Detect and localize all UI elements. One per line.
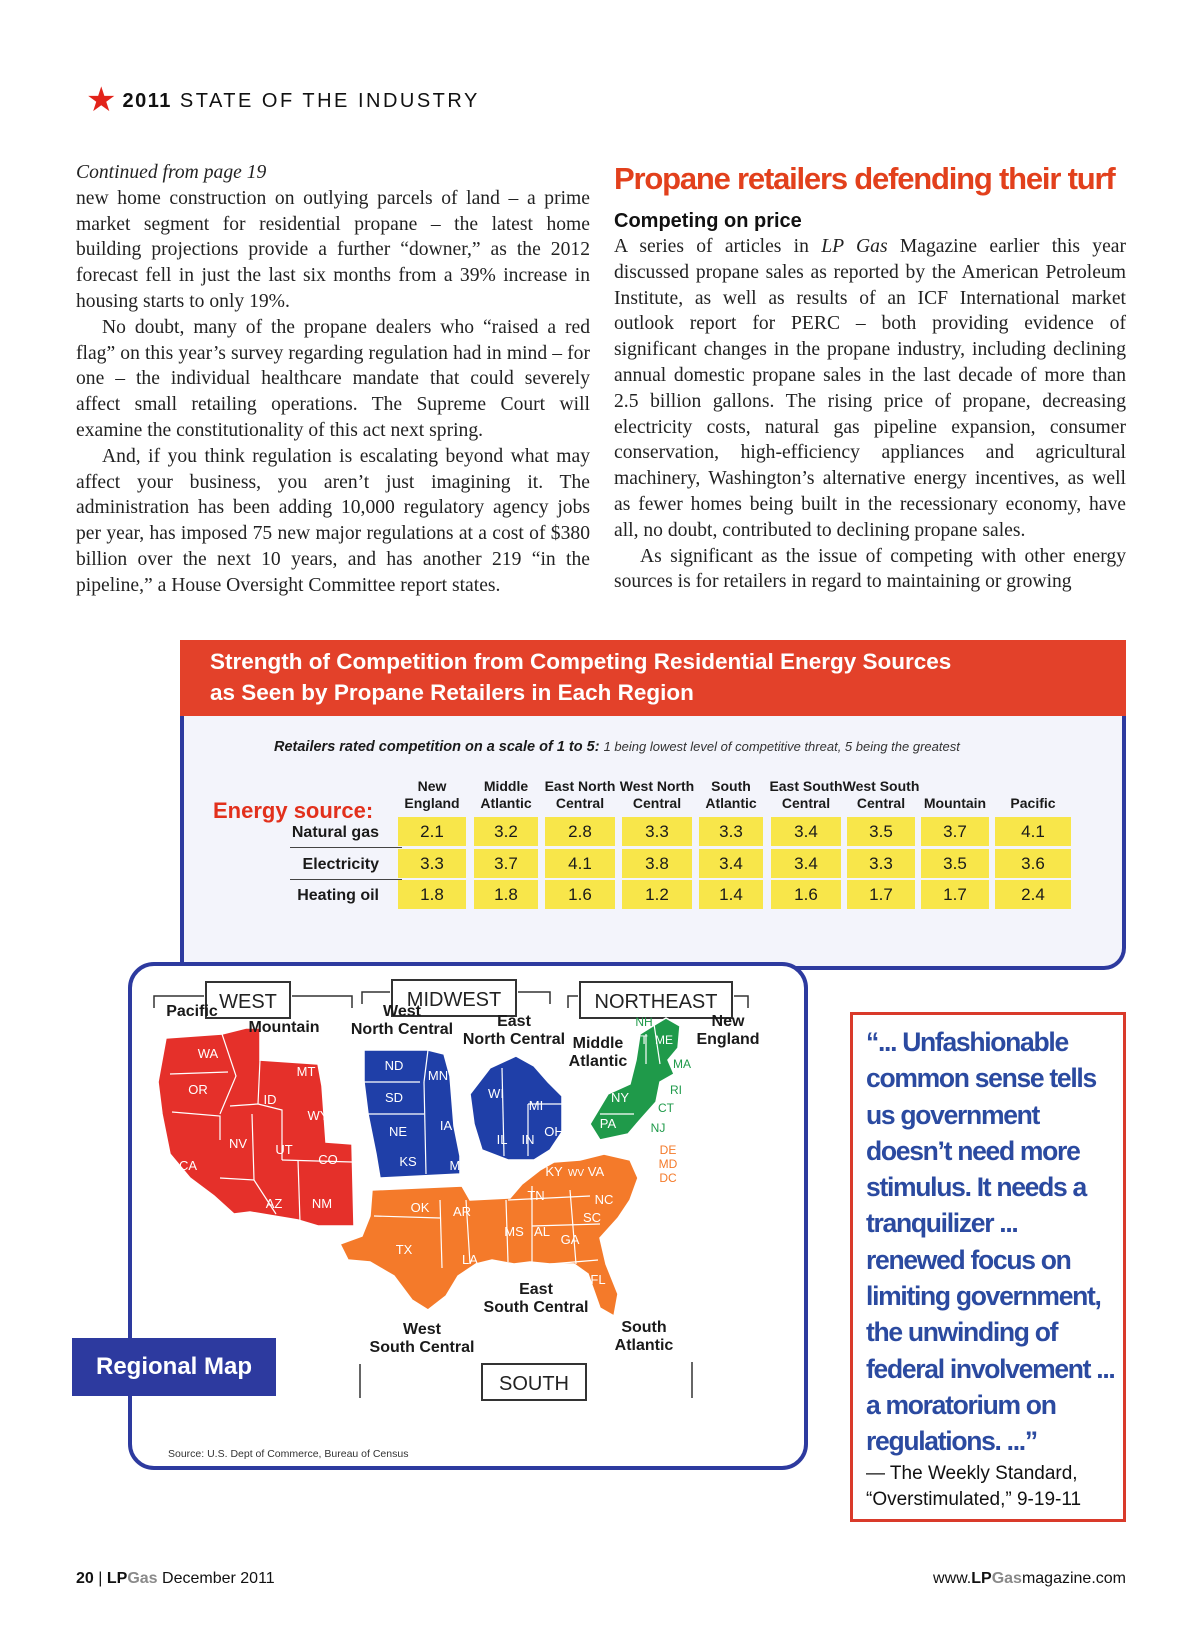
right-column — [614, 160, 1126, 595]
issue-date: December 2011 — [162, 1570, 275, 1587]
energy-source-row-label: Natural gas — [291, 824, 379, 841]
svg-text:NV: NV — [228, 1136, 248, 1151]
svg-text:North Central: North Central — [350, 1021, 454, 1038]
rating-cell: 3.3 — [398, 849, 466, 878]
region-header: Pacific — [1010, 795, 1056, 811]
svg-text:DE: DE — [659, 1143, 677, 1157]
rating-cell: 3.5 — [921, 849, 989, 878]
svg-text:MT: MT — [296, 1064, 316, 1079]
west-states — [158, 1028, 354, 1226]
svg-text:CT: CT — [658, 1101, 674, 1115]
rating-cell: 2.4 — [995, 880, 1071, 909]
svg-text:New: New — [711, 1013, 745, 1030]
scale-note-italic: 1 being lowest level of competitive threat, 5 being the greatest — [603, 739, 960, 754]
west-region-box — [206, 982, 290, 1018]
svg-text:AZ: AZ — [265, 1196, 283, 1211]
svg-text:MA: MA — [673, 1057, 691, 1071]
rating-cell: 3.8 — [622, 849, 692, 878]
figure-source: Source: U.S. Dept of Commerce, Bureau of Census — [168, 1448, 409, 1460]
footer-separator: | — [98, 1570, 103, 1587]
star-icon: ★ — [86, 82, 117, 119]
right-paragraph-2: As significant as the issue of competing with other energy sources is for retailers in regard to maintaining or growing — [614, 545, 1126, 593]
header-kicker: STATE OF THE INDUSTRY — [179, 89, 480, 112]
row-divider — [290, 847, 402, 848]
svg-text:OK: OK — [410, 1200, 430, 1215]
logo-lp: LP — [106, 1570, 128, 1587]
svg-text:NJ: NJ — [650, 1121, 666, 1135]
svg-text:FL: FL — [590, 1272, 606, 1287]
svg-text:AL: AL — [534, 1224, 550, 1239]
svg-text:CO: CO — [318, 1152, 338, 1167]
midwest-states — [364, 1050, 564, 1178]
url-suffix: magazine.com — [1021, 1570, 1126, 1587]
right-paragraph-1-rest: Magazine earlier this year discussed propane sales as reported by the American Petroleum Institute, as well as results of an ICF International market outlook report for PERC – both providing evidence of significant changes in the propane industry, including declining annual domestic propane sales in the last decade of more than 2.5 billion gallons. The rising price of propane, decreasing electricity costs, natural gas pipeline expansion, consumer conservation, high-efficiency appliances and agricultural machinery, Washington’s alternative energy incentives, as well as fewer homes being built in the recessionary economy, have all, no doubt, contributed to declining propane sales. — [614, 236, 1127, 541]
svg-text:Pacific: Pacific — [166, 1003, 218, 1020]
svg-text:MO: MO — [449, 1158, 471, 1173]
rating-cell: 1.7 — [847, 880, 915, 909]
article-title: Propane retailers defending their turf — [614, 161, 1115, 196]
svg-text:Middle: Middle — [572, 1035, 624, 1052]
rating-cell: 2.8 — [545, 817, 615, 846]
url-prefix: www. — [933, 1570, 972, 1587]
south-region-box — [482, 1364, 586, 1400]
svg-text:WA: WA — [197, 1046, 219, 1061]
pull-quote-attribution — [866, 1461, 1116, 1513]
svg-text:DC: DC — [659, 1171, 677, 1185]
region-header: South Atlantic — [705, 778, 757, 811]
svg-text:MN: MN — [427, 1068, 449, 1083]
svg-text:NM: NM — [311, 1196, 333, 1211]
svg-text:KS: KS — [399, 1154, 417, 1169]
svg-text:IN: IN — [521, 1132, 535, 1147]
svg-text:VT: VT — [632, 1033, 648, 1047]
svg-text:TN: TN — [527, 1188, 545, 1203]
right-paragraph-1-start: A series of articles in — [614, 236, 822, 257]
footer-folio — [76, 1570, 275, 1588]
svg-text:WEST: WEST — [219, 991, 277, 1013]
scale-note-bold: Retailers rated competition on a scale of 1 to 5: — [274, 739, 600, 755]
svg-text:NORTHEAST: NORTHEAST — [594, 991, 718, 1013]
left-paragraph-1: new home construction on outlying parcels of land – a prime market segment for residential propane – the latest home building projections provide a further “downer,” as the 2012 forecast fell in just the last six months from a 39% increase in housing starts to only 19%. — [76, 187, 590, 312]
svg-text:UT: UT — [275, 1142, 293, 1157]
rating-cell: 3.2 — [474, 817, 538, 846]
energy-source-label: Energy source: — [213, 798, 374, 823]
svg-text:West: West — [403, 1321, 441, 1338]
region-header: West South Central — [842, 778, 920, 811]
rating-cell: 3.7 — [921, 817, 989, 846]
rating-cell: 1.4 — [699, 880, 763, 909]
svg-text:GA: GA — [560, 1232, 580, 1247]
pull-quote-text: “... Unfashionable common sense tells us government doesn’t need more stimulus. It needs a tranquilizer ... renewed focus on limiting government, the unwinding of federal involvement ... a moratorium on regulations. ...” — [866, 1027, 1115, 1457]
energy-source-row-label: Heating oil — [297, 887, 379, 904]
url-gas: Gas — [991, 1570, 1022, 1587]
rating-cell: 3.7 — [474, 849, 538, 878]
svg-text:South Central: South Central — [483, 1299, 589, 1316]
magazine-name: LP Gas — [821, 236, 888, 257]
svg-text:LA: LA — [462, 1252, 478, 1267]
rating-cell: 2.1 — [398, 817, 466, 846]
left-paragraph-2: No doubt, many of the propane dealers who “raised a red flag” on this year’s survey regarding regulation had in mind – for one – the individual healthcare mandate that could severely affect small retailing operations. The Supreme Court will examine the constitutionality of this act next spring. — [76, 316, 590, 441]
logo-gas: Gas — [127, 1570, 158, 1587]
url-lp: LP — [971, 1570, 992, 1587]
svg-text:NE: NE — [388, 1124, 408, 1139]
header-year: 2011 — [122, 89, 172, 112]
svg-text:England: England — [696, 1031, 760, 1048]
energy-source-row-label: Electricity — [302, 856, 379, 873]
svg-text:KY: KY — [545, 1164, 563, 1179]
rating-cell: 4.1 — [995, 817, 1071, 846]
svg-text:CA: CA — [178, 1158, 198, 1173]
svg-text:SC: SC — [582, 1210, 602, 1225]
svg-text:WI: WI — [488, 1086, 504, 1101]
rating-cell: 3.4 — [771, 817, 841, 846]
figure-title-line-1: Strength of Competition from Competing Residential Energy Sources — [210, 649, 952, 674]
region-header: New England — [404, 778, 460, 811]
region-header: East North Central — [544, 778, 616, 811]
scale-note — [274, 739, 960, 755]
continued-note: Continued from page 19 — [76, 162, 267, 183]
left-paragraph-3: And, if you think regulation is escalating beyond what may affect your business, you aren’t just imagining it. The administration has been adding 10,000 regulatory agency jobs per year, has imposed 75 new major regulations at a cost of $380 billion over the next 10 years, and has another 219 “in the pipeline,” a House Oversight Committee report states. — [76, 445, 590, 596]
attribution-article: “Overstimulated,” 9-19-11 — [866, 1489, 1082, 1510]
svg-text:PA: PA — [599, 1116, 617, 1131]
region-header: Middle Atlantic — [480, 778, 532, 811]
article-subhead: Competing on price — [614, 210, 802, 232]
svg-text:MIDWEST: MIDWEST — [406, 989, 502, 1011]
svg-text:OH: OH — [544, 1124, 564, 1139]
svg-text:South Central: South Central — [369, 1339, 475, 1356]
region-header: West North Central — [619, 778, 695, 811]
svg-text:ME: ME — [655, 1033, 673, 1047]
svg-text:AR: AR — [452, 1204, 472, 1219]
svg-text:IL: IL — [496, 1132, 508, 1147]
svg-text:ID: ID — [263, 1092, 277, 1107]
left-column — [76, 160, 590, 599]
rating-cell: 1.6 — [545, 880, 615, 909]
svg-text:South: South — [621, 1319, 667, 1336]
svg-text:ND: ND — [384, 1058, 404, 1073]
rating-cell: 3.3 — [847, 849, 915, 878]
rating-cell: 3.3 — [622, 817, 692, 846]
svg-text:TX: TX — [395, 1242, 413, 1257]
svg-text:VA: VA — [587, 1164, 605, 1179]
svg-text:NC: NC — [594, 1192, 614, 1207]
rating-cell: 3.6 — [995, 849, 1071, 878]
northeast-region-box — [580, 982, 732, 1018]
svg-text:MD: MD — [658, 1157, 678, 1171]
rating-cell: 1.2 — [622, 880, 692, 909]
rating-cell: 3.4 — [699, 849, 763, 878]
rating-cell: 1.8 — [398, 880, 466, 909]
svg-text:West: West — [383, 1003, 421, 1020]
figure-title — [180, 640, 1126, 718]
svg-text:East: East — [497, 1013, 531, 1030]
svg-text:IA: IA — [439, 1118, 453, 1133]
svg-text:East: East — [519, 1281, 553, 1298]
rating-cell: 1.8 — [474, 880, 538, 909]
rating-cell: 3.3 — [699, 817, 763, 846]
region-header: East South Central — [769, 778, 843, 811]
figure-title-line-2: as Seen by Propane Retailers in Each Region — [210, 680, 694, 705]
svg-text:SD: SD — [384, 1090, 404, 1105]
rating-cell: 1.6 — [771, 880, 841, 909]
svg-text:Mountain: Mountain — [248, 1019, 320, 1036]
svg-text:MS: MS — [504, 1224, 524, 1239]
svg-text:WV: WV — [567, 1168, 585, 1179]
svg-text:OR: OR — [188, 1082, 208, 1097]
rating-cell: 3.5 — [847, 817, 915, 846]
attribution-source: — The Weekly Standard, — [866, 1463, 1078, 1484]
rating-cell: 3.4 — [771, 849, 841, 878]
svg-text:WY: WY — [307, 1108, 329, 1123]
svg-text:SOUTH: SOUTH — [499, 1373, 569, 1395]
right-paragraph-1 — [614, 234, 1126, 544]
svg-text:NH: NH — [635, 1015, 653, 1029]
region-header: Mountain — [923, 795, 987, 811]
page-number: 20 — [76, 1570, 94, 1587]
rating-cell: 4.1 — [545, 849, 615, 878]
northeast-states — [590, 1015, 691, 1140]
svg-text:Atlantic: Atlantic — [614, 1337, 674, 1354]
rating-cell: 1.7 — [921, 880, 989, 909]
svg-text:MI: MI — [528, 1098, 544, 1113]
svg-text:RI: RI — [670, 1083, 682, 1097]
regional-map-label: Regional Map — [72, 1338, 276, 1396]
section-header — [86, 82, 480, 119]
footer-url[interactable] — [933, 1570, 1126, 1588]
svg-text:NY: NY — [610, 1090, 630, 1105]
svg-text:Atlantic: Atlantic — [568, 1053, 628, 1070]
svg-text:North Central: North Central — [462, 1031, 566, 1048]
